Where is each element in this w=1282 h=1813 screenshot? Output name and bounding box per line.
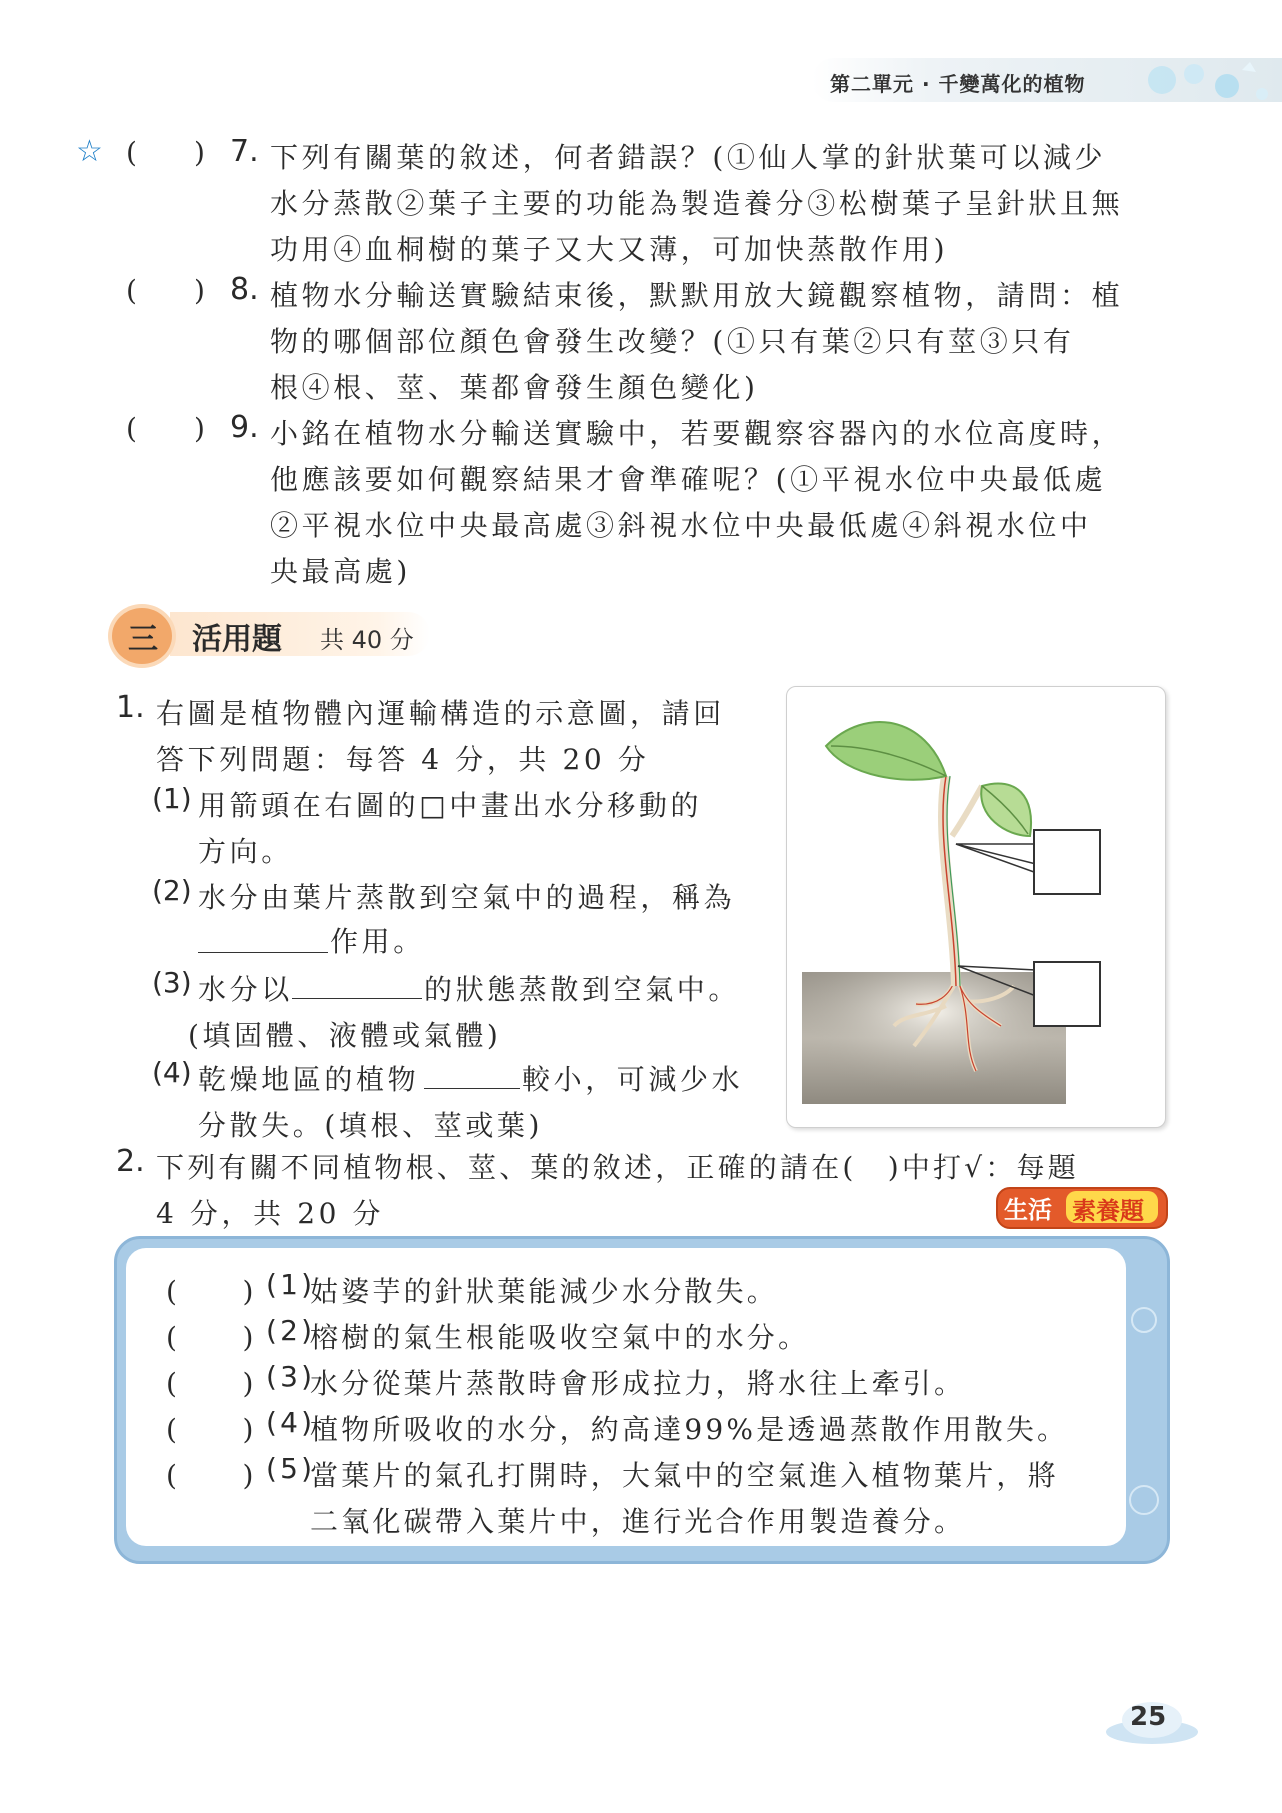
leaf [826,722,946,780]
decoration-icon [1122,50,1282,110]
answer-paren[interactable]: ( ) [166,1367,257,1400]
answer-blank[interactable] [424,1056,520,1089]
section-title: 活用題 [192,622,282,657]
question-text: ②平視水位中央最高處③斜視水位中央最低處④斜視水位中 [270,509,1092,542]
page-number: 25 [1130,1702,1167,1732]
literacy-badge-label: 素養題 [1072,1197,1144,1225]
subquestion-label: (1) [152,782,192,815]
question-text: 物的哪個部位顏色會發生改變？(①只有葉②只有莖③只有 [270,325,1075,358]
question-text: 水分蒸散②葉子主要的功能為製造養分③松樹葉子呈針狀且無 [270,187,1124,220]
answer-paren-open: ( [126,136,137,169]
subquestion-label: (3) [152,966,192,999]
question-text: 植物水分輸送實驗結束後，默默用放大鏡觀察植物，請問：植 [270,279,1124,312]
statement-label: (2) [266,1314,316,1347]
question-number: 9. [230,410,259,445]
question-number: 7. [230,134,259,169]
question-text: 乾燥地區的植物 [198,1063,420,1096]
answer-paren[interactable]: ( ) [166,1275,257,1308]
question-text: 作用。 [330,925,425,958]
question-text: 功用④血桐樹的葉子又大又薄，可加快蒸散作用) [270,233,949,266]
arrow-answer-box[interactable] [1034,830,1100,894]
question-text: 的狀態蒸散到空氣中。 [424,973,741,1006]
statement-text: 二氧化碳帶入葉片中，進行光合作用製造養分。 [310,1505,966,1538]
statement-text: 姑婆芋的針狀葉能減少水分散失。 [310,1275,779,1308]
answer-paren-close: ) [194,274,205,307]
question-text: 右圖是植物體內運輸構造的示意圖，請回 [156,697,725,730]
answer-paren[interactable]: ( ) [166,1321,257,1354]
question-text: 根④根、莖、葉都會發生顏色變化) [270,371,759,404]
plant-illustration [786,686,1164,1126]
answer-blank[interactable] [292,966,422,999]
question-text: 央最高處) [270,555,411,588]
arrow-answer-box[interactable] [1034,962,1100,1026]
question-text: 下列有關葉的敘述，何者錯誤？(①仙人掌的針狀葉可以減少 [270,141,1107,174]
statement-text: 當葉片的氣孔打開時，大氣中的空氣進入植物葉片，將 [310,1459,1059,1492]
decoration-icon [1126,1250,1162,1550]
section-score: 共 40 分 [320,626,414,654]
answer-paren-close: ) [194,136,205,169]
section-number: 三 [128,622,158,657]
statement-label: (3) [266,1360,316,1393]
answer-paren-open: ( [126,412,137,445]
question-text: 方向。 [198,835,293,868]
statement-text: 植物所吸收的水分，約高達99%是透過蒸散作用散失。 [310,1413,1069,1446]
statement-label: (4) [266,1406,316,1439]
star-icon: ☆ [76,134,103,169]
statement-label: (5) [266,1452,316,1485]
statement-text: 榕樹的氣生根能吸收空氣中的水分。 [310,1321,810,1354]
question-hint: (填固體、液體或氣體) [188,1019,502,1052]
unit-title: 第二單元 · 千變萬化的植物 [830,72,1086,96]
question-text: 水分以 [198,973,293,1006]
question-text: 小銘在植物水分輸送實驗中，若要觀察容器內的水位高度時， [270,417,1124,450]
question-text: 用箭頭在右圖的□中畫出水分移動的 [198,789,703,822]
question-number: 8. [230,272,259,307]
question-text: 較小，可減少水 [522,1063,744,1096]
literacy-badge-highlight [1066,1191,1158,1223]
question-text: 水分由葉片蒸散到空氣中的過程，稱為 [198,881,736,914]
question-text: 答下列問題：每答 4 分，共 20 分 [156,743,650,776]
literacy-badge-label: 生活 [1004,1196,1052,1224]
subquestion-label: (2) [152,874,192,907]
question-text: 4 分，共 20 分 [156,1197,385,1230]
question-number: 1. [116,690,145,725]
answer-paren-close: ) [194,412,205,445]
answer-paren-open: ( [126,274,137,307]
question-text: 他應該要如何觀察結果才會準確呢？(①平視水位中央最低處 [270,463,1107,496]
answer-paren[interactable]: ( ) [166,1459,257,1492]
question-text: 分散失。(填根、莖或葉) [198,1109,544,1142]
question-text: 下列有關不同植物根、莖、葉的敘述，正確的請在( )中打√：每題 [156,1151,1079,1184]
answer-paren[interactable]: ( ) [166,1413,257,1446]
statement-text: 水分從葉片蒸散時會形成拉力，將水往上牽引。 [310,1367,966,1400]
statement-label: (1) [266,1268,316,1301]
question-number: 2. [116,1144,145,1179]
subquestion-label: (4) [152,1056,192,1089]
answer-blank[interactable] [198,922,328,953]
